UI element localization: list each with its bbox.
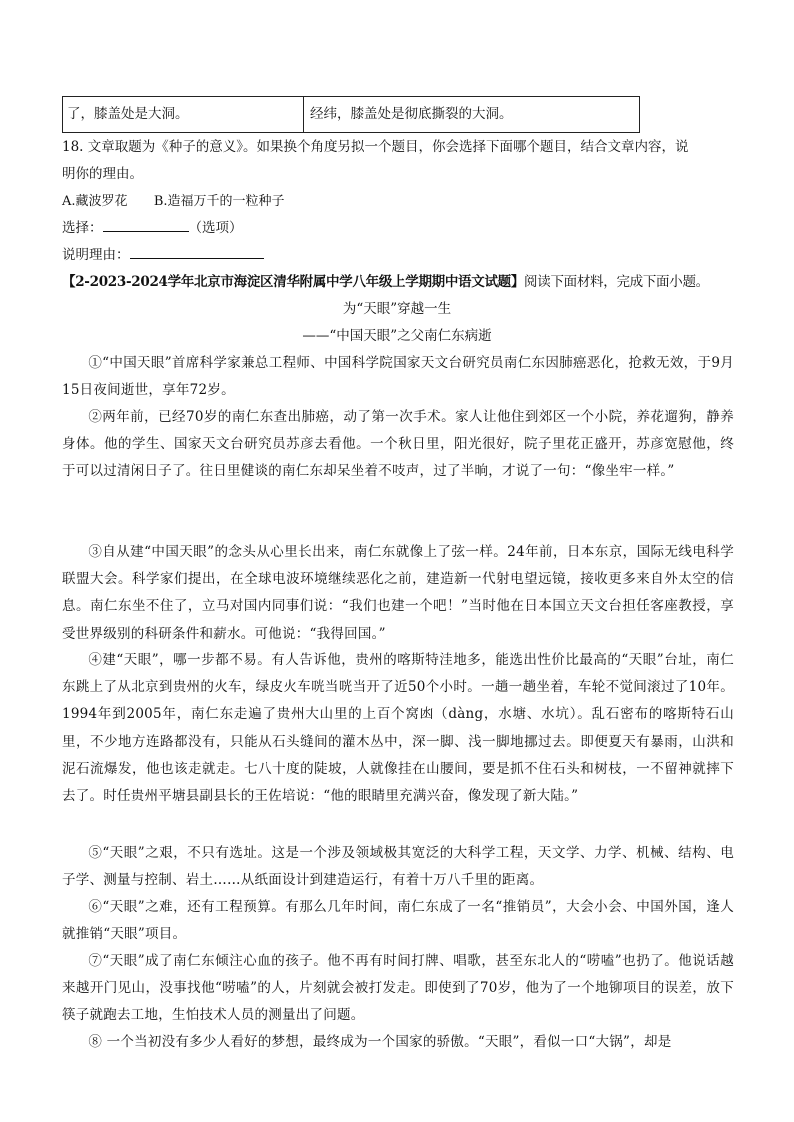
article-subtitle: ——“中国天眼”之父南仁东病逝	[302, 328, 492, 344]
option-b: B.造福万千的一粒种子	[153, 194, 285, 209]
source-instruction: 阅读下面材料，完成下面小题。	[524, 274, 709, 290]
article-title: 为“天眼”穿越一生	[342, 301, 452, 317]
article-paragraph-2: ②两年前，已经70岁的南仁东查出肺癌，动了第一次手术。家人让他住到郊区一个小院，养花遛狗，静养身体。他的学生、国家天文台研究员苏彦去看他。一个秋日里，阳光很好，院子里花正盛开，苏彦宽慰他，终于可以过清闲日子了。往日里健谈的南仁东却呆坐着不吱声，过了半晌，才说了一句：“像坐牢一样。”	[62, 409, 734, 480]
choice-suffix: （选项）	[188, 220, 243, 236]
article-paragraph-7: ⑦“天眼”成了南仁东倾注心血的孩子。他不再有时间打牌、唱歌，甚至东北人的“唠嗑”也扔了。他说话越来越开门见山，没事找他“唠嗑”的人，片刻就会被打发走。即使到了70岁，他为了一个地铆项目的误差，放下筷子就跑去工地，生怕技术人员的测量出了问题。	[62, 953, 734, 1024]
article-paragraph-1: ①“中国天眼”首席科学家兼总工程师、中国科学院国家天文台研究员南仁东因肺癌恶化，抢救无效，于9月15日夜间逝世，享年72岁。	[62, 355, 734, 399]
option-a: A.藏波罗花	[62, 194, 128, 209]
reason-label: 说明理由：	[62, 247, 130, 263]
source-line	[62, 269, 762, 296]
source-bracket: 【2-2023-2024学年北京市海淀区清华附属中学八年级上学期期中语文试题】	[62, 274, 525, 290]
reason-line	[62, 242, 734, 269]
choice-line	[62, 215, 734, 242]
question-18-stem	[62, 134, 734, 188]
article-paragraph-4: ④建“天眼”，哪一步都不易。有人告诉他，贵州的喀斯特洼地多，能选出性价比最高的“天眼”台址，南仁东跳上了从北京到贵州的火车，绿皮火车咣当咣当开了近50个小时。一趟一趟坐着，车轮不觉间滚过了10年。1994年到2005年，南仁东走遍了贵州大山里的上百个窝凼（dàng，水塘、水坑）。乱石密布的喀斯特石山里，不少地方连路都没有，只能从石头缝间的灌木丛中，深一脚、浅一脚地挪过去。即便夏天有暴雨，山洪和泥石流爆发，他也该走就走。七八十度的陡坡，人就像挂在山腰间，要是抓不住石头和树枝，一不留神就摔下去了。时任贵州平塘县副县长的王佐培说：“他的眼睛里充满兴奋，像发现了新大陆。”	[62, 652, 734, 805]
choice-label: 选择：	[62, 220, 103, 236]
article-paragraph-6: ⑥“天眼”之难，还有工程预算。有那么几年时间，南仁东成了一名“推销员”，大会小会、中国外国，逢人就推销“天眼”项目。	[62, 899, 734, 943]
article-paragraph-8: ⑧ 一个当初没有多少人看好的梦想，最终成为一个国家的骄傲。“天眼”，看似一口“大锅”，却是	[88, 1034, 672, 1050]
question-18-line1: 18. 文章取题为《种子的意义》。如果换个角度另拟一个题目，你会选择下面哪个题目，结合文章内容，说	[62, 139, 689, 155]
question-18-line2: 明你的理由。	[62, 166, 143, 182]
article-paragraph-5: ⑤“天眼”之艰，不只有选址。这是一个涉及领域极其宽泛的大科学工程，天文学、力学、机械、结构、电子学、测量与控制、岩土……从纸面设计到建造运行，有着十万八千里的距离。	[62, 845, 734, 889]
table-cell-right: 经纬，膝盖处是彻底撕裂的大洞。	[310, 106, 513, 122]
question-18-options	[62, 188, 734, 215]
table-cell-left: 了，膝盖处是大洞。	[63, 97, 304, 132]
answer-table	[62, 96, 640, 133]
reason-blank[interactable]	[130, 244, 264, 259]
choice-blank[interactable]	[103, 217, 189, 232]
article-paragraph-3: ③自从建“中国天眼”的念头从心里长出来，南仁东就像上了弦一样。24年前，日本东京，国际无线电科学联盟大会。科学家们提出，在全球电波环境继续恶化之前，建造新一代射电望远镜，接收更多来自外太空的信息。南仁东坐不住了，立马对国内同事们说：“我们也建一个吧！”当时他在日本国立天文台担任客座教授，享受世界级别的科研条件和薪水。可他说：“我得回国。”	[62, 544, 734, 642]
